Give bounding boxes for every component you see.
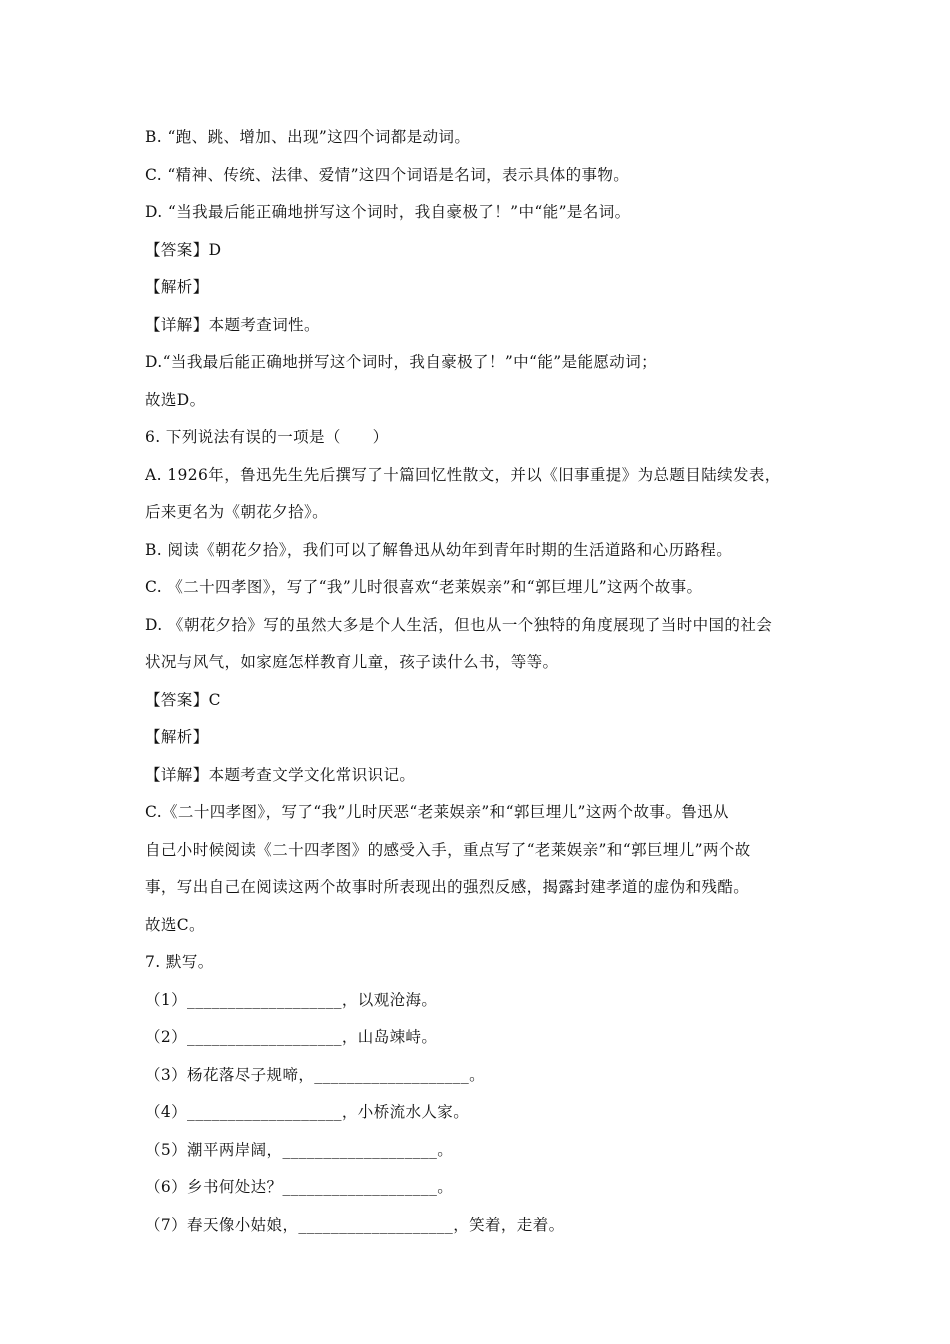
analysis-heading: 【解析】 — [145, 278, 209, 296]
question-6-option-a-continued: 后来更名为《朝花夕拾》。 — [145, 503, 329, 521]
detail-line: 【详解】本题考查词性。 — [145, 315, 320, 334]
dictation-item-5: （5）潮平两岸阔，___________________。 — [145, 1140, 454, 1159]
dictation-item-2: （2）___________________，山岛竦峙。 — [145, 1028, 438, 1046]
dictation-item-7: （7）春天像小姑娘，___________________，笑着，走着。 — [145, 1215, 565, 1234]
option-c-line: C. “精神、传统、法律、爱情”这四个词语是名词，表示具体的事物。 — [145, 165, 630, 184]
question-6-option-d: D. 《朝花夕拾》写的虽然大多是个人生活，但也从一个独特的角度展现了当时中国的社会 — [145, 615, 773, 634]
question-6-title: 6. 下列说法有误的一项是（ ） — [145, 428, 389, 446]
question-6-explanation-2: 自己小时候阅读《二十四孝图》的感受入手，重点写了“老莱娱亲”和“郭巨埋儿”两个故 — [145, 840, 751, 859]
question-6-option-d-continued: 状况与风气，如家庭怎样教育儿童，孩子读什么书，等等。 — [145, 653, 559, 671]
question-6-option-a: A. 1926年，鲁迅先生先后撰写了十篇回忆性散文，并以《旧事重提》为总题目陆续发表， — [145, 465, 781, 484]
dictation-item-3: （3）杨花落尽子规啼，___________________。 — [145, 1065, 486, 1084]
option-b-line: B. “跑、跳、增加、出现”这四个词都是动词。 — [145, 128, 471, 146]
dictation-item-4: （4）___________________，小桥流水人家。 — [145, 1103, 470, 1121]
question-6-answer: 【答案】C — [145, 690, 221, 709]
question-6-option-c: C. 《二十四孝图》，写了“我”儿时很喜欢“老莱娱亲”和“郭巨埋儿”这两个故事。 — [145, 578, 703, 596]
question-6-choice: 故选C。 — [145, 915, 205, 934]
question-7-title: 7. 默写。 — [145, 953, 214, 971]
question-6-analysis-heading: 【解析】 — [145, 728, 209, 746]
question-6-detail: 【详解】本题考查文学文化常识识记。 — [145, 765, 416, 784]
question-6-option-b: B. 阅读《朝花夕拾》，我们可以了解鲁迅从幼年到青年时期的生活道路和心历路程。 — [145, 540, 733, 559]
dictation-item-6: （6）乡书何处达？___________________。 — [145, 1178, 454, 1196]
dictation-item-1: （1）___________________，以观沧海。 — [145, 990, 438, 1009]
question-6-explanation-3: 事，写出自己在阅读这两个故事时所表现出的强烈反感，揭露封建孝道的虚伪和残酷。 — [145, 878, 750, 896]
option-d-line: D. “当我最后能正确地拼写这个词时，我自豪极了！”中“能”是名词。 — [145, 203, 631, 221]
explanation-line: D.“当我最后能正确地拼写这个词时，我自豪极了！”中“能”是能愿动词； — [145, 353, 658, 371]
question-6-explanation-1: C.《二十四孝图》，写了“我”儿时厌恶“老莱娱亲”和“郭巨埋儿”这两个故事。鲁迅从 — [145, 803, 729, 821]
answer-line: 【答案】D — [145, 240, 222, 259]
choice-line: 故选D。 — [145, 390, 206, 409]
document-page — [145, 119, 815, 1244]
